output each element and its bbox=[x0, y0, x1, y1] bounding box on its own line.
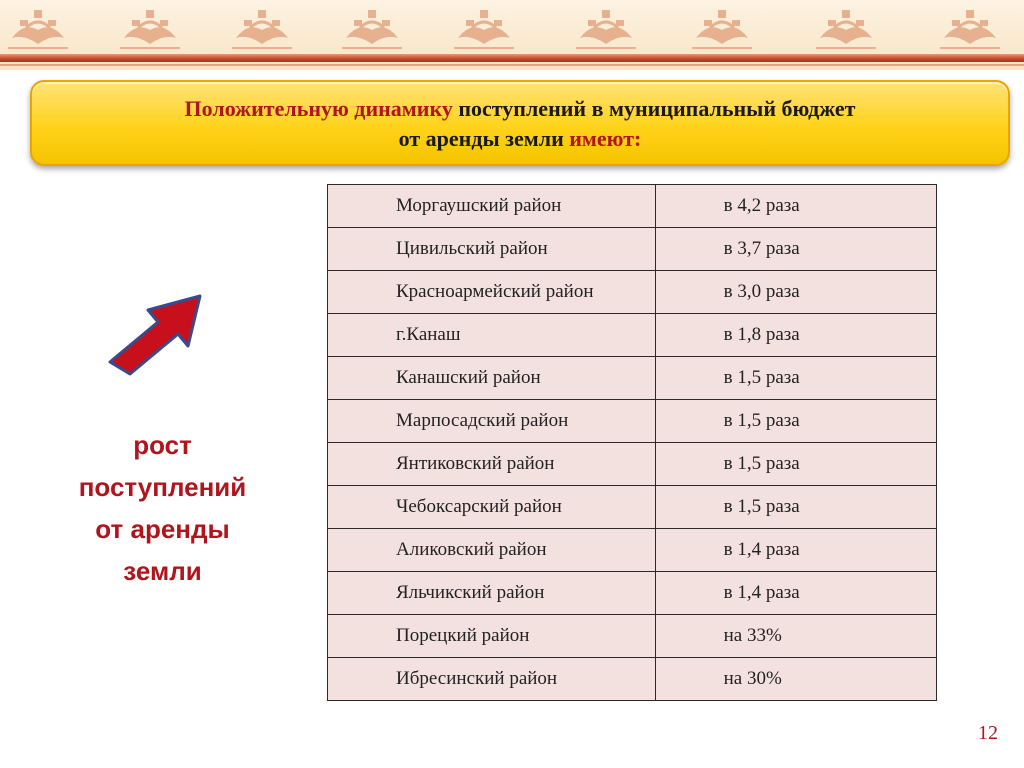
district-cell: Чебоксарский район bbox=[328, 486, 656, 529]
chuvash-ornament-icon bbox=[8, 10, 68, 48]
caption-line: поступлений bbox=[78, 472, 247, 502]
title-text-receipts: поступлений в муниципальный бюджет bbox=[452, 96, 856, 121]
district-cell: Марпосадский район bbox=[328, 400, 656, 443]
district-cell: Ибресинский район bbox=[328, 658, 656, 701]
growth-caption bbox=[50, 424, 275, 592]
table-row bbox=[328, 529, 937, 572]
table-row bbox=[328, 357, 937, 400]
header-ornament-band bbox=[0, 0, 1024, 70]
caption-line: от аренды bbox=[95, 514, 230, 544]
title-highlight-dynamics: Положительную динамику bbox=[184, 96, 453, 121]
ornament-row bbox=[0, 8, 1024, 56]
chuvash-ornament-icon bbox=[120, 10, 180, 48]
growth-value-cell: в 1,4 раза bbox=[655, 572, 936, 615]
district-cell: Цивильский район bbox=[328, 228, 656, 271]
chuvash-ornament-icon bbox=[232, 10, 292, 48]
caption-line: рост bbox=[133, 430, 192, 460]
header-red-stripe bbox=[0, 54, 1024, 62]
table-row bbox=[328, 615, 937, 658]
growth-value-cell: в 1,5 раза bbox=[655, 486, 936, 529]
growth-value-cell: в 1,4 раза bbox=[655, 529, 936, 572]
table-row bbox=[328, 486, 937, 529]
growth-value-cell: на 33% bbox=[655, 615, 936, 658]
district-cell: Моргаушский район bbox=[328, 185, 656, 228]
district-cell: г.Канаш bbox=[328, 314, 656, 357]
district-cell: Канашский район bbox=[328, 357, 656, 400]
table-row bbox=[328, 271, 937, 314]
title-line-1 bbox=[32, 94, 1008, 124]
growth-value-cell: в 4,2 раза bbox=[655, 185, 936, 228]
district-cell: Красноармейский район bbox=[328, 271, 656, 314]
title-line-2 bbox=[32, 124, 1008, 154]
table-row bbox=[328, 400, 937, 443]
up-right-arrow-icon bbox=[96, 288, 208, 384]
growth-value-cell: в 3,0 раза bbox=[655, 271, 936, 314]
chuvash-ornament-icon bbox=[576, 10, 636, 48]
chuvash-ornament-icon bbox=[816, 10, 876, 48]
district-cell: Аликовский район bbox=[328, 529, 656, 572]
district-cell: Порецкий район bbox=[328, 615, 656, 658]
caption-line: земли bbox=[123, 556, 202, 586]
table-row bbox=[328, 572, 937, 615]
growth-value-cell: на 30% bbox=[655, 658, 936, 701]
growth-value-cell: в 1,5 раза bbox=[655, 357, 936, 400]
growth-value-cell: в 1,8 раза bbox=[655, 314, 936, 357]
table-row bbox=[328, 185, 937, 228]
table-row bbox=[328, 658, 937, 701]
growth-value-cell: в 3,7 раза bbox=[655, 228, 936, 271]
chuvash-ornament-icon bbox=[342, 10, 402, 48]
header-thin-stripe bbox=[0, 64, 1024, 66]
table-row bbox=[328, 228, 937, 271]
chuvash-ornament-icon bbox=[940, 10, 1000, 48]
title-text-land-rent: от аренды земли bbox=[398, 126, 570, 151]
growth-value-cell: в 1,5 раза bbox=[655, 443, 936, 486]
page-number: 12 bbox=[978, 722, 998, 744]
table-row bbox=[328, 443, 937, 486]
chuvash-ornament-icon bbox=[692, 10, 752, 48]
districts-growth-table bbox=[327, 184, 937, 701]
table-row bbox=[328, 314, 937, 357]
slide-title-box bbox=[30, 80, 1010, 166]
district-cell: Яльчикский район bbox=[328, 572, 656, 615]
growth-value-cell: в 1,5 раза bbox=[655, 400, 936, 443]
title-highlight-have: имеют: bbox=[569, 126, 642, 151]
district-cell: Янтиковский район bbox=[328, 443, 656, 486]
chuvash-ornament-icon bbox=[454, 10, 514, 48]
